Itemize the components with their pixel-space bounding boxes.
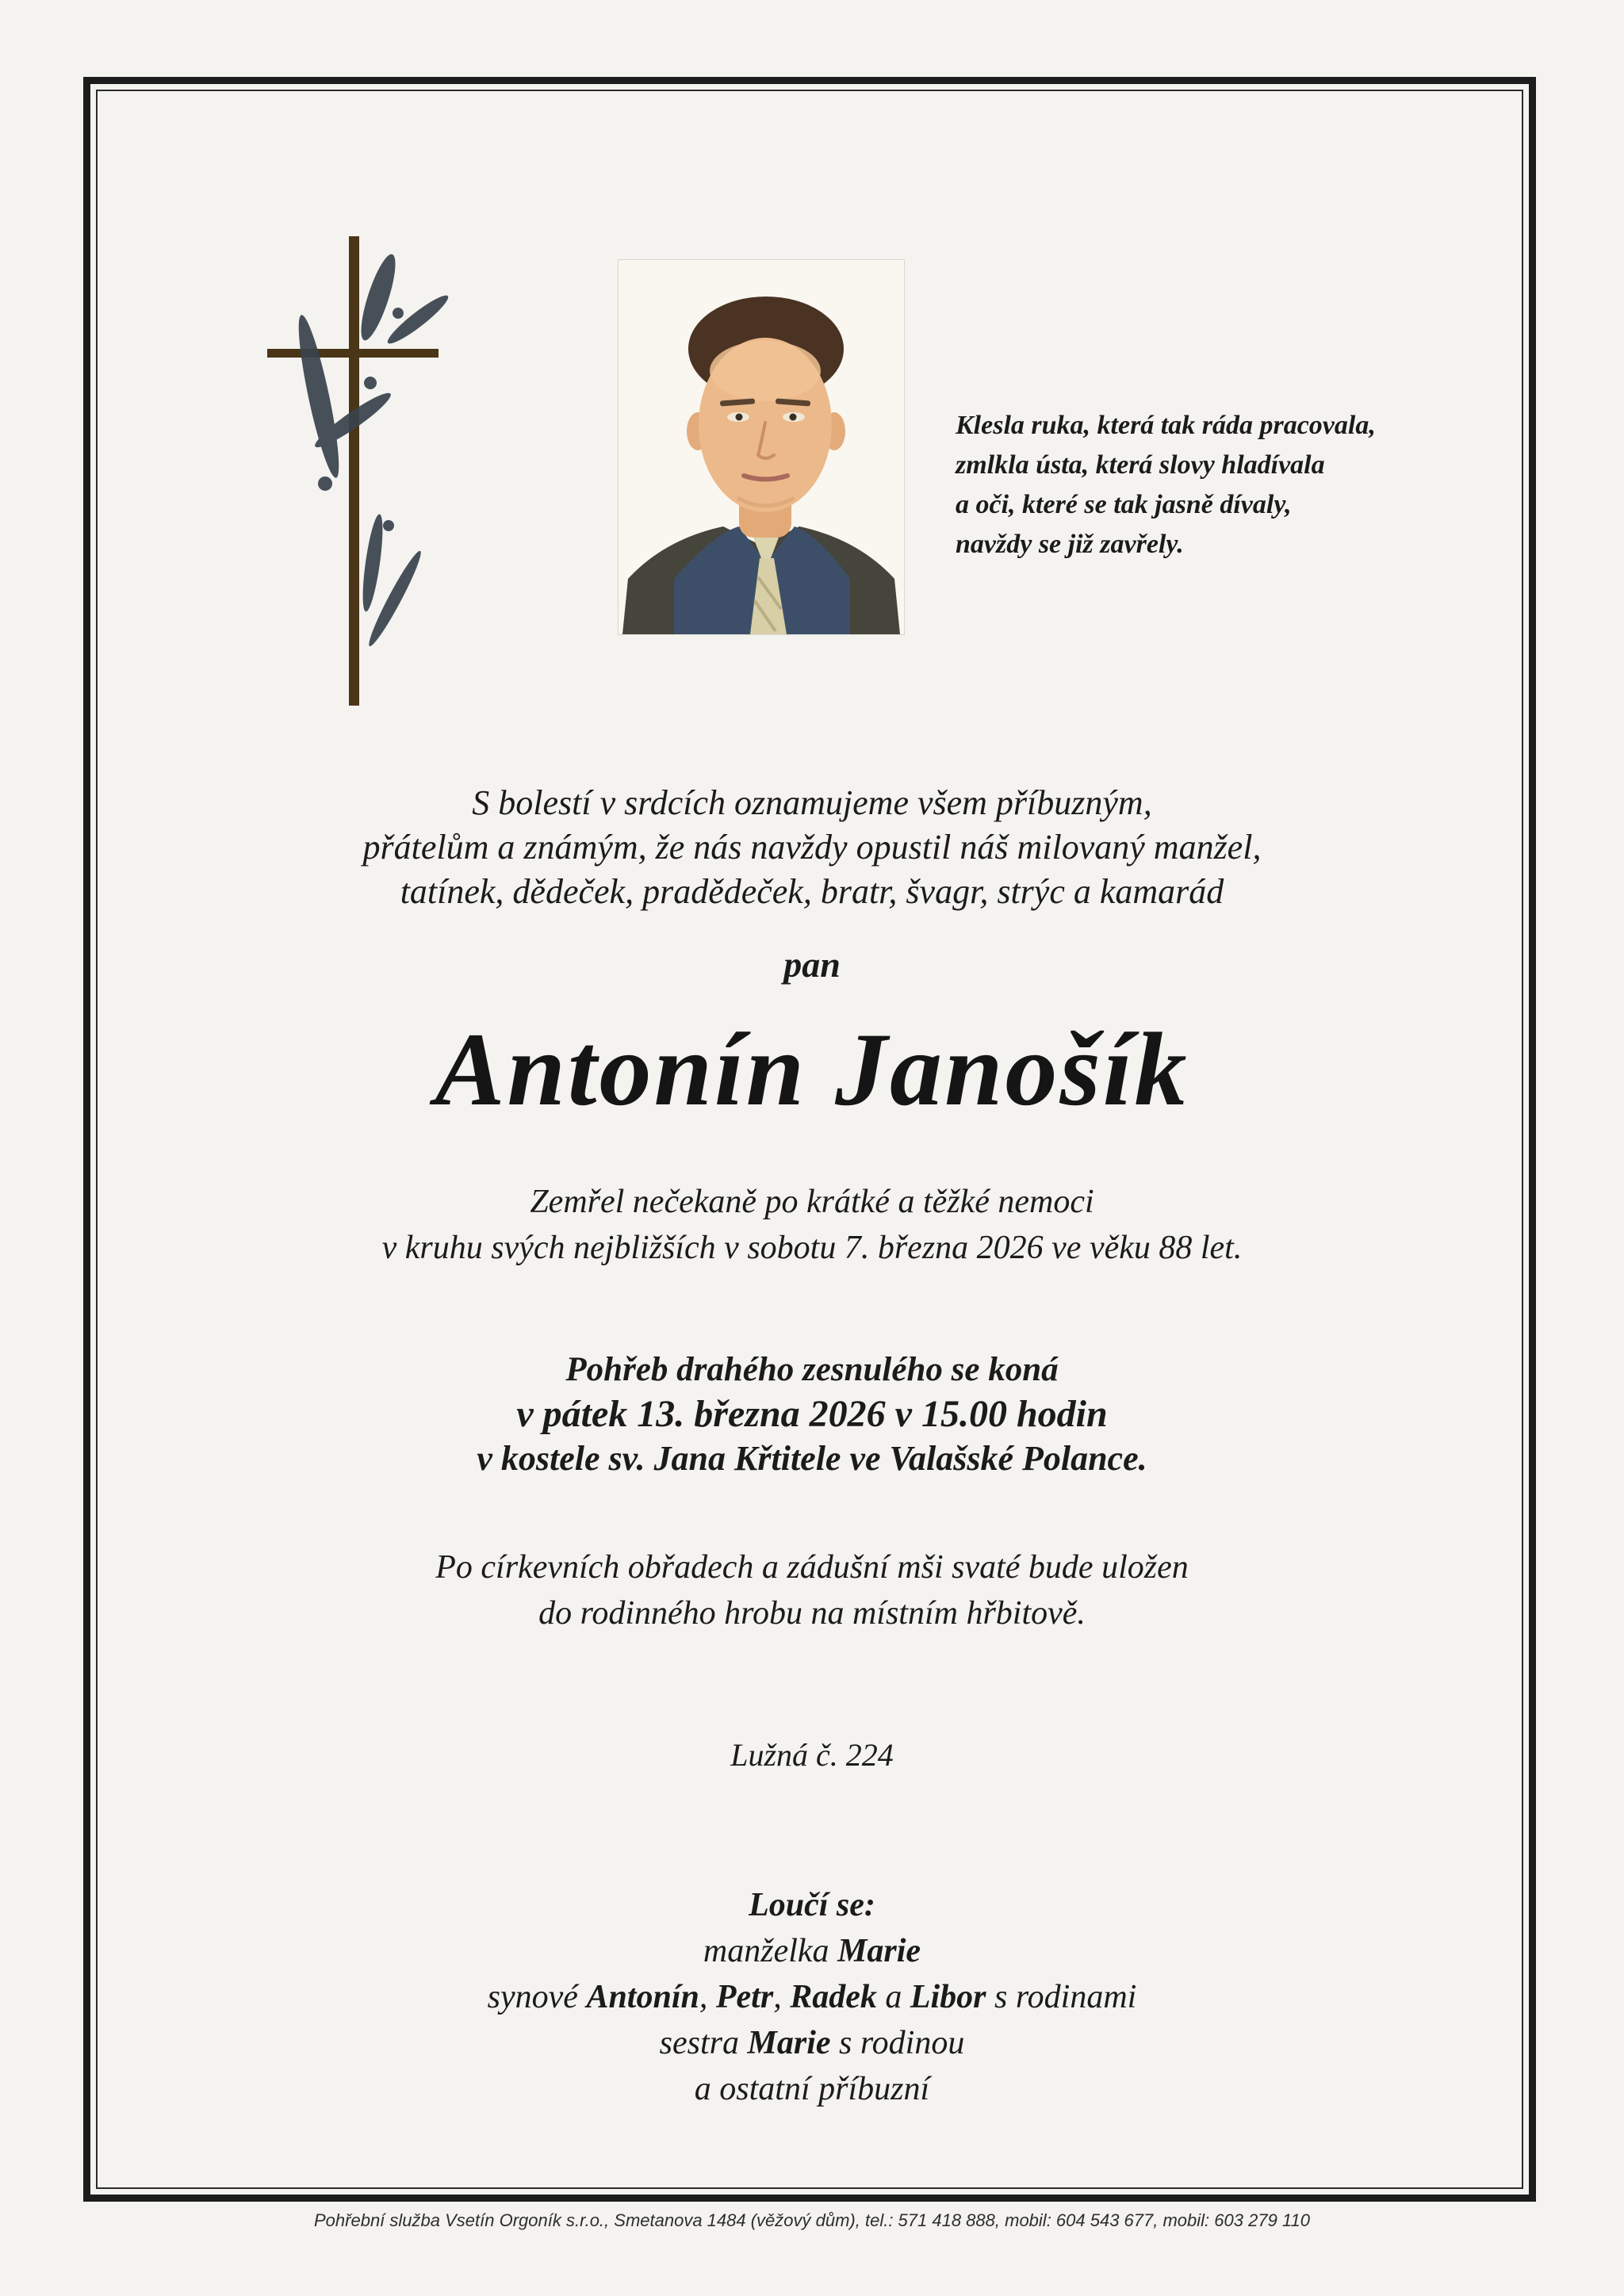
mourner-label: sestra [659,2025,748,2061]
mourner-suffix: s rodinami [986,1979,1137,2015]
announcement-line: přátelům a známým, že nás navždy opustil náš milovaný manžel, [362,828,1262,867]
announcement-text [0,781,1624,914]
announcement-line: tatínek, dědeček, pradědeček, bratr, švagr, strýc a kamarád [400,872,1224,911]
poem-line: a oči, které se tak jasně dívaly, [956,490,1292,519]
mourner-name: Libor [910,1979,986,2015]
mourner-name: Petr [715,1979,774,2015]
poem-line: navždy se již zavřely. [956,530,1184,559]
portrait-illustration [619,260,904,634]
death-notice-line: Zemřel nečekaně po krátké a těžké nemoci [530,1184,1094,1220]
announcement-line: S bolestí v srdcích oznamujeme všem příbuzným, [472,783,1152,822]
burial-info [0,1544,1624,1636]
mourner-label: synové [487,1979,587,2015]
funeral-details [0,1348,1624,1481]
burial-line: do rodinného hrobu na místním hřbitově. [538,1595,1086,1632]
cross-with-leaves-icon [262,230,452,714]
farewell-heading: Loučí se: [749,1887,875,1923]
funeral-line: Pohřeb drahého zesnulého se koná [565,1351,1059,1388]
separator: , [699,1979,716,2015]
memorial-poem [956,406,1495,564]
separator: a [876,1979,910,2015]
mourner-others: a ostatní příbuzní [694,2071,930,2107]
burial-line: Po církevních obřadech a zádušní mši svaté bude uložen [435,1549,1189,1586]
mourner-name: Marie [747,2025,831,2061]
funeral-date-time: v pátek 13. března 2026 v 15.00 hodin [516,1393,1108,1435]
mourner-sister [0,2020,1624,2066]
home-address: Lužná č. 224 [730,1737,894,1773]
death-notice-line: v kruhu svých nejbližších v sobotu 7. března 2026 ve věku 88 let. [381,1230,1243,1266]
funeral-location: v kostele sv. Jana Křtitele ve Valašské Polance. [477,1439,1147,1478]
mourners-section [0,1882,1624,2112]
portrait-photo [619,260,904,634]
mourner-name: Radek [790,1979,877,2015]
honorific: pan [783,944,841,985]
mourner-name: Marie [837,1933,921,1969]
mourner-suffix: s rodinou [830,2025,965,2061]
deceased-name: Antonín Janošík [435,1011,1189,1127]
mourner-name: Antonín [586,1979,699,2015]
funeral-home-footer: Pohřební služba Vsetín Orgoník s.r.o., Smetanova 1484 (věžový dům), tel.: 571 418 888, mobil: 604 543 677, mobil: 603 279 110 [314,2210,1310,2230]
mourner-label: manželka [703,1933,838,1969]
mourner-sons [0,1974,1624,2020]
poem-line: Klesla ruka, která tak ráda pracovala, [956,411,1376,440]
mourner-wife [0,1928,1624,1974]
poem-line: zmlkla ústa, která slovy hladívala [956,450,1325,480]
separator: , [773,1979,791,2015]
death-notice [0,1179,1624,1271]
